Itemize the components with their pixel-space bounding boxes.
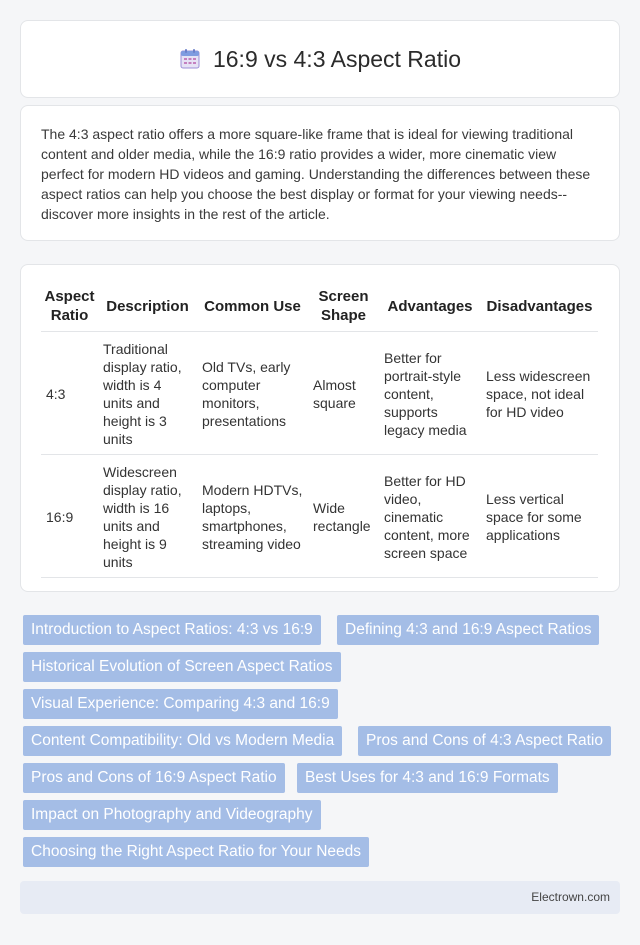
page-title: 16:9 vs 4:3 Aspect Ratio: [212, 45, 462, 72]
topic-tag[interactable]: Choosing the Right Aspect Ratio for Your Needs: [23, 837, 369, 867]
topic-tag[interactable]: Impact on Photography and Videography: [23, 800, 321, 830]
table-cell: Modern HDTVs, laptops, smartphones, streaming video: [197, 455, 308, 578]
topic-tag[interactable]: Best Uses for 4:3 and 16:9 Formats: [297, 763, 558, 793]
table-row: [41, 455, 598, 578]
table-cell: Wide rectangle: [308, 455, 379, 578]
topic-tag[interactable]: Introduction to Aspect Ratios: 4:3 vs 16:9: [23, 615, 321, 645]
comparison-table: [41, 285, 598, 578]
topic-tag[interactable]: Historical Evolution of Screen Aspect Ratios: [23, 652, 341, 682]
table-cell: Widescreen display ratio, width is 16 units and height is 9 units: [98, 455, 197, 578]
table-cell: 16:9: [41, 455, 98, 578]
table-cell: Old TVs, early computer monitors, presentations: [197, 332, 308, 455]
topic-tag[interactable]: Pros and Cons of 4:3 Aspect Ratio: [358, 726, 611, 756]
topic-tag[interactable]: Visual Experience: Comparing 4:3 and 16:9: [23, 689, 338, 719]
topic-tag[interactable]: Defining 4:3 and 16:9 Aspect Ratios: [337, 615, 599, 645]
column-header: Advantages: [379, 285, 481, 332]
topic-tag[interactable]: Pros and Cons of 16:9 Aspect Ratio: [23, 763, 285, 793]
table-row: [41, 332, 598, 455]
comparison-table-card: [20, 264, 620, 592]
table-cell: Almost square: [308, 332, 379, 455]
column-header: Common Use: [197, 285, 308, 332]
topic-tag[interactable]: Content Compatibility: Old vs Modern Media: [23, 726, 342, 756]
table-cell: 4:3: [41, 332, 98, 455]
table-cell: Less vertical space for some applications: [481, 455, 598, 578]
column-header: Disadvantages: [481, 285, 598, 332]
column-header: Description: [98, 285, 197, 332]
table-header-row: [41, 285, 598, 332]
title-card: [20, 20, 620, 98]
calendar-icon: [179, 48, 201, 70]
intro-card: [20, 105, 620, 241]
footer: [20, 881, 620, 914]
intro-text: The 4:3 aspect ratio offers a more square-like frame that is ideal for viewing traditional content and older media, while the 16:9 ratio provides a wider, more cinematic view perfect for modern HD videos and gaming. Understanding the differences between these aspect ratios can help you choose the best display or format for your viewing needs--discover more insights in the rest of the article.: [41, 126, 591, 222]
table-cell: Better for portrait-style content, supports legacy media: [379, 332, 481, 455]
column-header: Aspect Ratio: [41, 285, 98, 332]
footer-source[interactable]: Electrown.com: [531, 890, 610, 904]
column-header: Screen Shape: [308, 285, 379, 332]
table-cell: Better for HD video, cinematic content, more screen space: [379, 455, 481, 578]
table-cell: Less widescreen space, not ideal for HD video: [481, 332, 598, 455]
table-cell: Traditional display ratio, width is 4 units and height is 3 units: [98, 332, 197, 455]
